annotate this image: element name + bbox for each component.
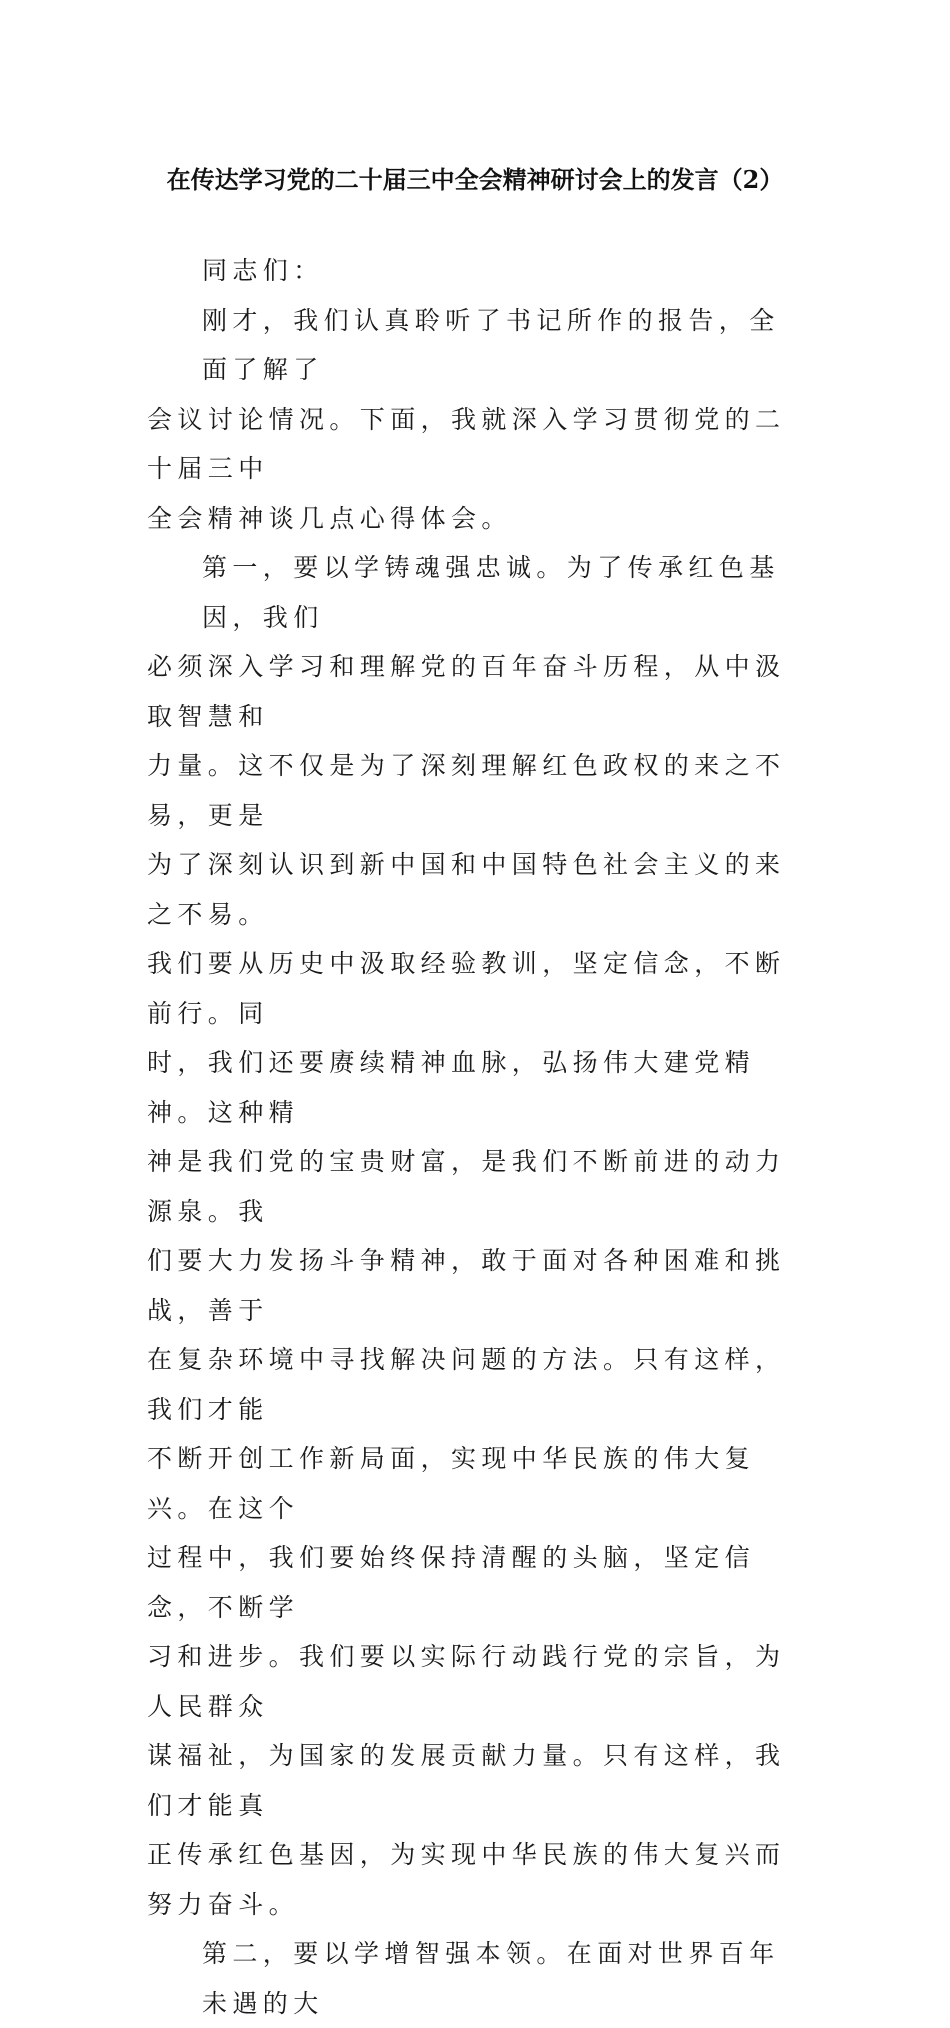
- paragraph-line: 们要大力发扬斗争精神，敢于面对各种困难和挑战，善于: [147, 1246, 786, 1325]
- paragraph-line: 刚才，我们认真聆听了书记所作的报告，全面了解了: [202, 305, 780, 384]
- paragraph-line: 在复杂环境中寻找解决问题的方法。只有这样，我们才能: [147, 1345, 786, 1424]
- paragraph-3: [147, 1929, 807, 2028]
- paragraph-line: 全会精神谈几点心得体会。: [147, 503, 512, 533]
- document-title: 在传达学习党的二十届三中全会精神研讨会上的发言（2）: [166, 165, 784, 194]
- paragraph-line: 第一，要以学铸魂强忠诚。为了传承红色基因，我们: [202, 553, 780, 632]
- paragraph-line: 习和进步。我们要以实际行动践行党的宗旨，为人民群众: [147, 1642, 786, 1721]
- paragraph-line: 第二，要以学增智强本领。在面对世界百年未遇的大: [202, 1939, 780, 2018]
- paragraph-2: [147, 543, 807, 1929]
- paragraph-line: 不断开创工作新局面，实现中华民族的伟大复兴。在这个: [147, 1444, 756, 1523]
- paragraph-line: 我们要从历史中汲取经验教训，坚定信念，不断前行。同: [147, 949, 786, 1028]
- document-body: [147, 246, 807, 2028]
- paragraph-1: [147, 296, 807, 544]
- salutation: 同志们：: [202, 256, 324, 285]
- paragraph-line: 神是我们党的宝贵财富，是我们不断前进的动力源泉。我: [147, 1147, 786, 1226]
- paragraph-line: 为了深刻认识到新中国和中国特色社会主义的来之不易。: [147, 850, 786, 929]
- paragraph-line: 力量。这不仅是为了深刻理解红色政权的来之不易，更是: [147, 751, 786, 830]
- paragraph-line: 时，我们还要赓续精神血脉，弘扬伟大建党精神。这种精: [147, 1048, 756, 1127]
- paragraph-line: 正传承红色基因，为实现中华民族的伟大复兴而努力奋斗。: [147, 1840, 786, 1919]
- paragraph-line: 会议讨论情况。下面，我就深入学习贯彻党的二十届三中: [147, 404, 786, 483]
- paragraph-line: 过程中，我们要始终保持清醒的头脑，坚定信念，不断学: [147, 1543, 756, 1622]
- paragraph-line: 必须深入学习和理解党的百年奋斗历程，从中汲取智慧和: [147, 652, 786, 731]
- paragraph-line: 谋福祉，为国家的发展贡献力量。只有这样，我们才能真: [147, 1741, 786, 1820]
